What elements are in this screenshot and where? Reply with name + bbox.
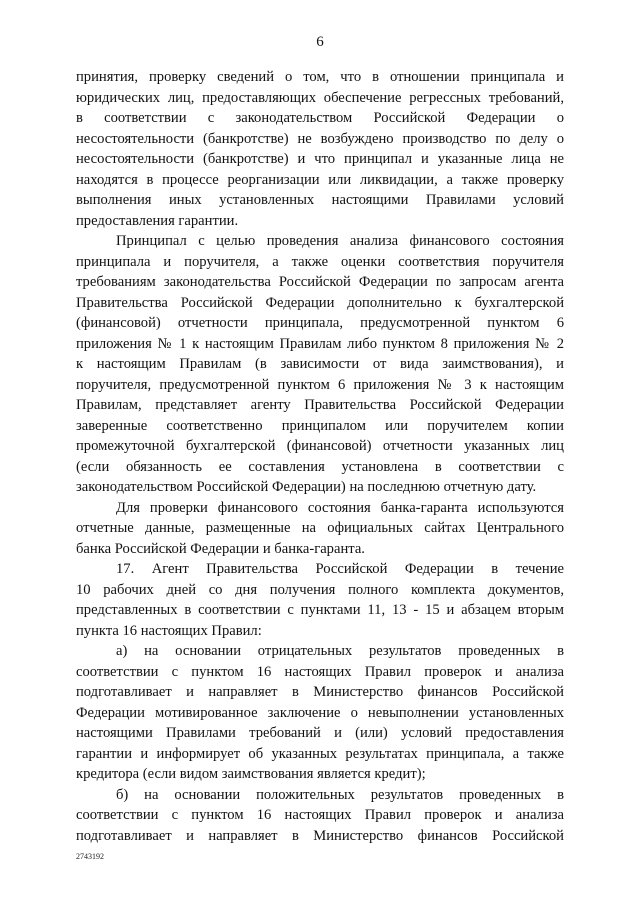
- text-line: б) на основании положительных результатов проведенных в: [116, 786, 564, 803]
- text-line: подготавливает и направляет в Министерство финансов Российской: [76, 827, 564, 844]
- text-line: (финансовой) отчетности принципала, предусмотренной пунктом 6: [76, 315, 564, 331]
- text-line: а) на основании отрицательных результатов проведенных в: [116, 643, 564, 659]
- text-line: принятия, проверку сведений о том, что в отношении принципала и: [76, 69, 564, 85]
- text-line: приложения № 1 к настоящим Правилам либо пунктом 8 приложения № 2: [76, 335, 564, 352]
- document-code: 2743192: [76, 852, 104, 861]
- text-line: банка Российской Федерации и банка-гаранта.: [76, 540, 365, 557]
- text-line: к настоящим Правилам (в зависимости от вида заимствования), и: [76, 356, 564, 372]
- text-line: Федерации мотивированное заключение о невыполнении установленных: [76, 704, 564, 721]
- text-line: заверенные соответственно принципалом или поручителем копии: [76, 417, 564, 434]
- text-line: юридических лиц, предоставляющих обеспечение регрессных требований,: [76, 89, 564, 106]
- text-line: законодательством Российской Федерации) на последнюю отчетную дату.: [76, 479, 537, 495]
- text-line: выполнения иных установленных настоящими Правилами условий: [76, 192, 564, 208]
- text-line: 17. Агент Правительства Российской Федерации в течение: [116, 561, 564, 577]
- text-line: промежуточной бухгалтерской (финансовой) отчетности указанных лиц: [76, 438, 564, 454]
- text-line: принципала и поручителя, а также оценки соответствия поручителя: [76, 253, 564, 270]
- text-line: Правилам, представляет агенту Правительства Российской Федерации: [76, 397, 564, 413]
- text-line: предоставления гарантии.: [76, 212, 239, 229]
- text-line: поручителя, предусмотренной пунктом 6 приложения № 3 к настоящим: [76, 376, 564, 393]
- document-body: [76, 67, 564, 846]
- text-line: отчетные данные, размещенные на официальных сайтах Центрального: [76, 520, 564, 536]
- text-line: находятся в процессе реорганизации или ликвидации, а также проверку: [76, 171, 564, 188]
- text-line: Для проверки финансового состояния банка-гаранта используются: [116, 499, 564, 516]
- text-line: в соответствии с законодательством Российской Федерации о: [76, 110, 564, 126]
- page-number: 6: [316, 34, 324, 50]
- text-line: представленных в соответствии с пунктами 11, 13 - 15 и абзацем вторым: [76, 602, 564, 618]
- text-line: несостоятельности (банкротстве) не возбуждено производство по делу о: [76, 130, 564, 147]
- text-line: несостоятельности (банкротстве) и что принципал и указанные лица не: [76, 151, 564, 167]
- text-line: настоящими Правилами требований и (или) условий предоставления: [76, 725, 564, 741]
- text-line: требованиям законодательства Российской Федерации по запросам агента: [76, 274, 564, 290]
- text-line: пункта 16 настоящих Правил:: [76, 622, 262, 639]
- text-line: соответствии с пунктом 16 настоящих Правил проверок и анализа: [76, 807, 564, 823]
- text-line: кредитора (если видом заимствования является кредит);: [76, 766, 426, 782]
- text-line: подготавливает и направляет в Министерство финансов Российской: [76, 684, 564, 700]
- text-line: соответствии с пунктом 16 настоящих Правил проверок и анализа: [76, 663, 564, 680]
- text-line: Принципал с целью проведения анализа финансового состояния: [116, 233, 564, 249]
- text-line: (если обязанность ее составления установлена в соответствии с: [76, 458, 564, 475]
- text-line: 10 рабочих дней со дня получения полного комплекта документов,: [76, 581, 564, 598]
- text-line: гарантии и информирует об указанных результатах принципала, а также: [76, 745, 564, 762]
- text-line: Правительства Российской Федерации дополнительно к бухгалтерской: [76, 294, 564, 311]
